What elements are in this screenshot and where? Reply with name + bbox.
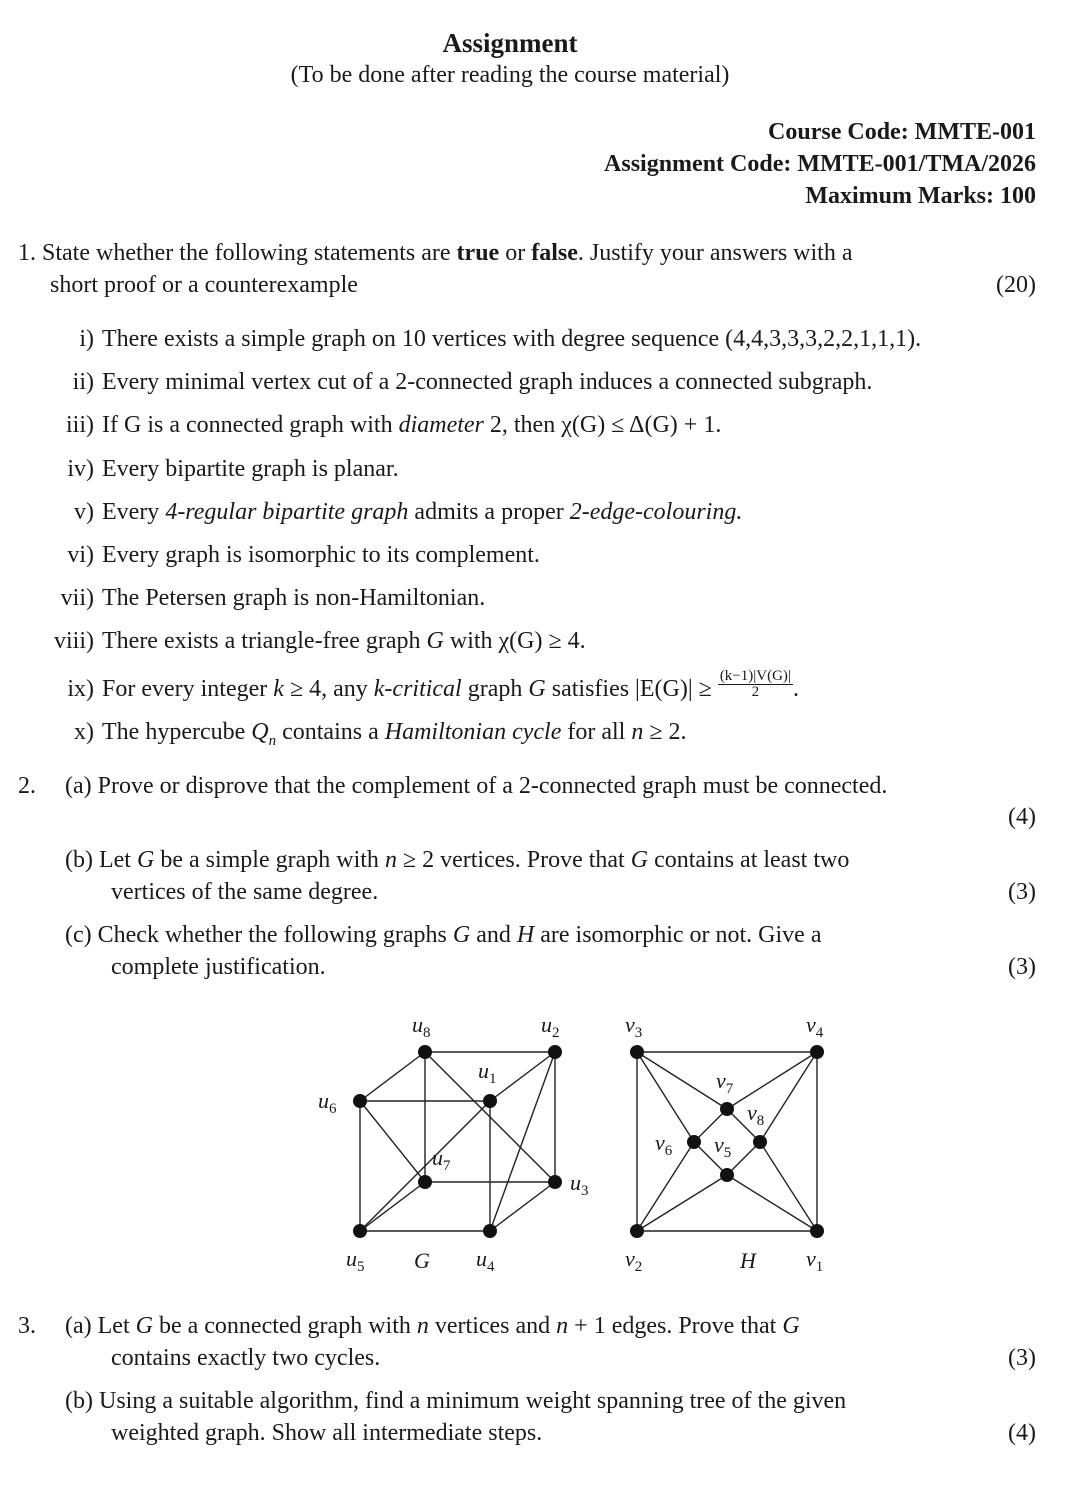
q2b-text: be a simple graph with [154, 847, 385, 873]
q2c-text: Check whether the following graphs [97, 922, 453, 948]
q1-item-x [10, 719, 687, 750]
item-emphasis: n [631, 719, 644, 745]
q3-number: 3. [18, 1313, 36, 1339]
edge-v4-v7 [727, 1052, 817, 1109]
vertex-label-u3: $u_3$ [570, 1170, 589, 1199]
q1-item-vii [10, 585, 485, 612]
item-number: iv) [67, 456, 94, 482]
edge-v2-v5 [637, 1175, 727, 1231]
q1-item-viii [10, 628, 586, 655]
vertex-label-u2: $u_2$ [541, 1012, 560, 1041]
edge-v3-v6 [637, 1052, 694, 1142]
item-number: v) [74, 499, 94, 525]
item-text: ≥ 4, any [283, 676, 374, 702]
vertex-label-u1: $u_1$ [478, 1058, 497, 1087]
q1-true: true [456, 240, 500, 266]
item-emphasis: Q [251, 719, 269, 745]
item-number: vi) [67, 542, 94, 568]
q2b-text: ≥ 2 vertices. Prove that [396, 847, 631, 873]
item-text: with χ(G) ≥ 4. [443, 628, 586, 654]
q2b-emphasis: G [136, 847, 155, 873]
q2c-line2: complete justification. [111, 954, 326, 980]
vertex-v5 [720, 1168, 734, 1182]
item-number: ii) [72, 369, 94, 395]
assignment-code: Assignment Code: MMTE-001/TMA/2026 [604, 151, 1036, 177]
q2c-label: (c) [65, 922, 92, 948]
item-text: There exists a triangle-free graph [102, 628, 427, 654]
q1-text-end: . Justify your answers with a [577, 240, 853, 266]
vertex-label-u8: $u_8$ [412, 1012, 431, 1041]
item-text: The hypercube [102, 719, 252, 745]
item-text: contains a [276, 719, 385, 745]
q1-statement [18, 240, 853, 267]
item-text: Every bipartite graph is planar. [102, 456, 399, 482]
vertex-v7 [720, 1102, 734, 1116]
graph-name-G: G [414, 1248, 430, 1273]
vertex-label-v3: $v_3$ [625, 1012, 643, 1041]
q3b-text: Using a suitable algorithm, find a minimum weight spanning tree of the given [98, 1388, 847, 1414]
vertex-label-v4: $v_4$ [806, 1012, 824, 1041]
item-text: graph [461, 676, 529, 702]
q3b-line2: weighted graph. Show all intermediate steps. [111, 1420, 543, 1446]
q1-item-i [10, 326, 921, 353]
fraction-numerator: (k−1)|V(G)| [719, 667, 791, 684]
edge-u1-u2 [490, 1052, 555, 1101]
vertex-u1 [483, 1094, 497, 1108]
q2b-emphasis: n [384, 847, 397, 873]
item-emphasis: k [273, 676, 284, 702]
item-text: for all [561, 719, 632, 745]
q3b-marks: (4) [1008, 1420, 1036, 1446]
vertex-u8 [418, 1045, 432, 1059]
vertex-label-v7: $v_7$ [716, 1068, 734, 1097]
vertex-label-v1: $v_1$ [806, 1246, 824, 1275]
vertex-v2 [630, 1224, 644, 1238]
item-text: There exists a simple graph on 10 vertices with degree sequence (4,4,3,3,3,2,2,1,1,1). [102, 326, 922, 352]
fraction [718, 669, 793, 700]
vertex-label-u6: $u_6$ [318, 1088, 337, 1117]
vertex-label-u4: $u_4$ [476, 1246, 495, 1275]
q1-item-vi [10, 542, 540, 569]
document-subtitle: (To be done after reading the course material) [290, 62, 730, 88]
item-emphasis: 2-edge-colouring. [569, 499, 743, 525]
vertex-u2 [548, 1045, 562, 1059]
item-emphasis: k-critical [373, 676, 462, 702]
q3a-text: Let [97, 1313, 136, 1339]
item-emphasis: Hamiltonian cycle [384, 719, 562, 745]
item-text: For every integer [102, 676, 274, 702]
q1-marks: (20) [996, 272, 1036, 298]
vertex-label-v6: $v_6$ [655, 1130, 673, 1159]
q3a-emphasis: G [135, 1313, 153, 1339]
q2b-marks: (3) [1008, 879, 1036, 905]
q1-or: or [499, 240, 532, 266]
q2a-text: Prove or disprove that the complement of a 2-connected graph must be connected. [97, 773, 888, 799]
vertex-label-u5: $u_5$ [346, 1246, 365, 1275]
item-emphasis: diameter [398, 412, 484, 438]
vertex-label-v2: $v_2$ [625, 1246, 643, 1275]
q3b-line [65, 1388, 846, 1415]
q3a-marks: (3) [1008, 1345, 1036, 1371]
vertex-v3 [630, 1045, 644, 1059]
q3b-label: (b) [65, 1388, 93, 1414]
vertex-u6 [353, 1094, 367, 1108]
q1-item-ix [10, 667, 799, 703]
document-title: Assignment [442, 28, 578, 58]
item-number: vii) [60, 585, 94, 611]
vertex-u4 [483, 1224, 497, 1238]
q1-item-v [10, 499, 742, 526]
graph-G [318, 1012, 589, 1275]
edge-v3-v7 [637, 1052, 727, 1109]
q2c-emphasis: G [452, 922, 471, 948]
q2b-text: contains at least two [648, 847, 850, 873]
q3a-line2: contains exactly two cycles. [111, 1345, 381, 1371]
vertex-v6 [687, 1135, 701, 1149]
q3a-emphasis: n [556, 1313, 569, 1339]
q1-item-ii [10, 369, 872, 396]
q3a-emphasis: n [416, 1313, 429, 1339]
item-emphasis: G [528, 676, 546, 702]
q2a-label: (a) [65, 773, 92, 799]
item-text: ≥ 2. [643, 719, 687, 745]
q3a-text: be a connected graph with [152, 1313, 417, 1339]
vertex-label-v8: $v_8$ [747, 1100, 765, 1129]
q3a-emphasis: G [782, 1313, 800, 1339]
q1-statement-line2: short proof or a counterexample [50, 272, 358, 298]
q2-number: 2. [18, 773, 36, 799]
q2a-line [65, 773, 887, 800]
item-number: i) [79, 326, 94, 352]
vertex-label-u7: $u_7$ [432, 1145, 451, 1174]
edge-u2-u4 [490, 1052, 555, 1231]
item-subscript: n [268, 732, 277, 749]
q2c-emphasis: H [516, 922, 535, 948]
item-number: viii) [54, 628, 94, 654]
q2b-label: (b) [65, 847, 93, 873]
q1-item-iii [10, 412, 721, 439]
q2c-text: are isomorphic or not. Give a [534, 922, 822, 948]
q1-text: State whether the following statements are [42, 240, 457, 266]
edge-u7-u5 [360, 1182, 425, 1231]
q3a-label: (a) [65, 1313, 92, 1339]
edge-u6-u7 [360, 1101, 425, 1182]
graph-name-H: H [740, 1248, 756, 1273]
vertex-u5 [353, 1224, 367, 1238]
edge-u8-u6 [360, 1052, 425, 1101]
item-text: Every minimal vertex cut of a 2-connected graph induces a connected subgraph. [102, 369, 873, 395]
q2a-marks: (4) [1008, 804, 1036, 830]
fraction-denominator: 2 [751, 683, 760, 700]
item-text: satisfies |E(G)| ≥ [545, 676, 718, 702]
q2c-marks: (3) [1008, 954, 1036, 980]
maximum-marks: Maximum Marks: 100 [805, 183, 1036, 209]
q1-false: false [531, 240, 578, 266]
q3a-text: + 1 edges. Prove that [568, 1313, 783, 1339]
edge-v1-v5 [727, 1175, 817, 1231]
edge-v4-v8 [760, 1052, 817, 1142]
item-number: iii) [66, 412, 94, 438]
item-text: The Petersen graph is non-Hamiltonian. [102, 585, 486, 611]
q2c-text: and [470, 922, 517, 948]
vertex-u7 [418, 1175, 432, 1189]
q3a-text: vertices and [428, 1313, 557, 1339]
q2b-line [65, 847, 849, 874]
item-emphasis: 4-regular bipartite graph [165, 499, 409, 525]
graph-H [625, 1012, 824, 1275]
item-text: admits a proper [408, 499, 570, 525]
vertex-v1 [810, 1224, 824, 1238]
item-text: Every [102, 499, 166, 525]
course-code: Course Code: MMTE-001 [768, 119, 1036, 145]
edge-u4-u3 [490, 1182, 555, 1231]
vertex-v4 [810, 1045, 824, 1059]
edge-v8-v5 [727, 1142, 760, 1175]
q1-number: 1. [18, 240, 36, 266]
q3a-line [65, 1313, 800, 1340]
q2c-line [65, 922, 821, 949]
q1-item-iv [10, 456, 399, 483]
q2b-text: Let [98, 847, 137, 873]
q2b-line2: vertices of the same degree. [111, 879, 379, 905]
item-text: . [792, 676, 799, 702]
item-text: 2, then χ(G) ≤ Δ(G) + 1. [483, 412, 722, 438]
edge-v1-v8 [760, 1142, 817, 1231]
vertex-label-v5: $v_5$ [714, 1132, 732, 1161]
graph-figure [0, 1000, 1080, 1290]
vertex-u3 [548, 1175, 562, 1189]
item-text: Every graph is isomorphic to its complement. [102, 542, 540, 568]
item-number: ix) [67, 676, 94, 702]
item-number: x) [74, 719, 94, 745]
q2b-emphasis: G [630, 847, 649, 873]
vertex-v8 [753, 1135, 767, 1149]
item-text: If G is a connected graph with [102, 412, 399, 438]
item-emphasis: G [426, 628, 444, 654]
